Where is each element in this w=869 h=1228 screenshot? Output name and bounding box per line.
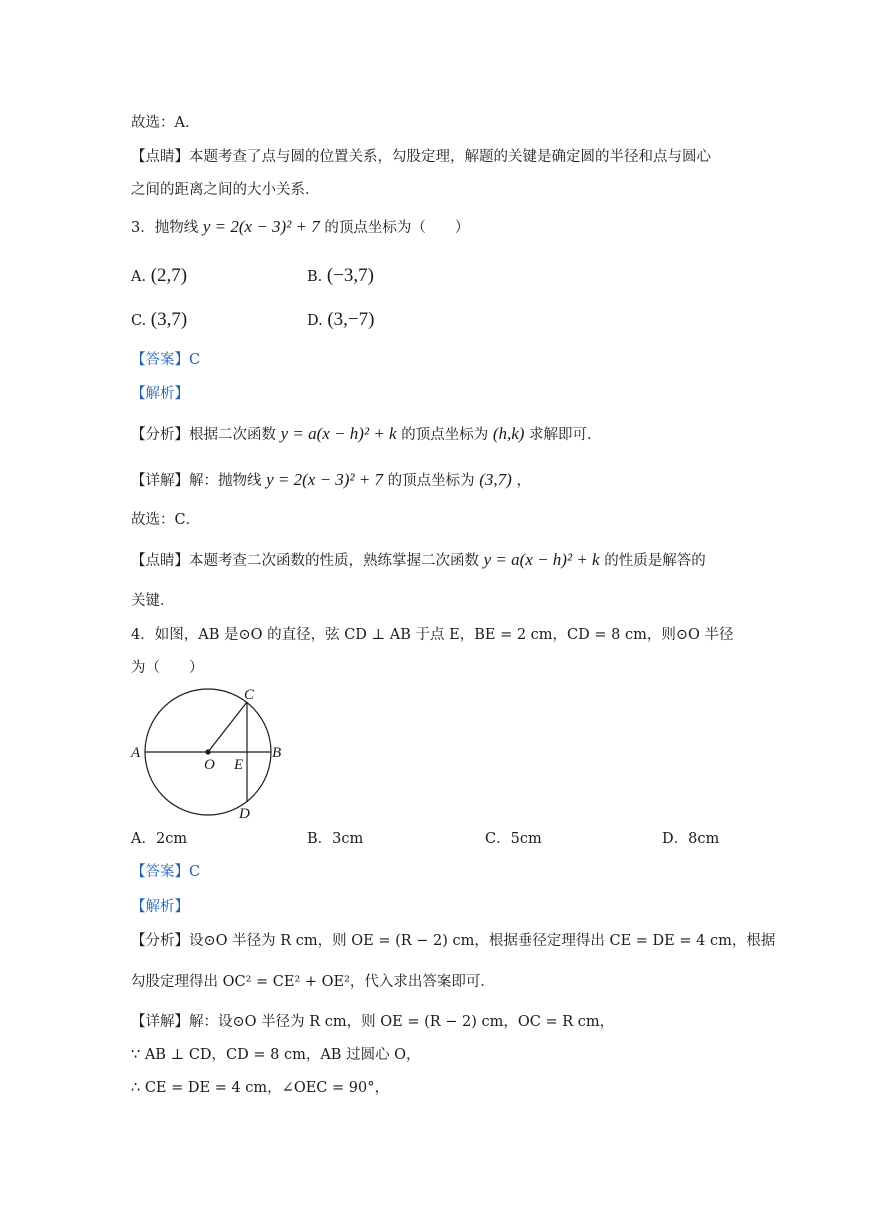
q3-option-a-label: A. (131, 269, 147, 285)
q4-fenxi-line-2: 勾股定理得出 OC² = CE² + OE²，代入求出答案即可． (131, 974, 495, 990)
q3-option-b-label: B. (307, 269, 323, 285)
q3-option-d-value: (3,−7) (327, 309, 375, 330)
q4-xiangjie-line-3: ∴ CE = DE = 4 cm，∠OEC = 90°， (131, 1080, 389, 1096)
q4-option-c: C．5cm (485, 831, 542, 847)
q4-jiexi: 【解析】 (131, 899, 189, 915)
q3-xiangjie-formula: y = 2(x − 3)² + 7 (266, 470, 384, 489)
q3-fenxi-formula: y = a(x − h)² + k (280, 424, 397, 443)
q3-jiexi: 【解析】 (131, 386, 189, 402)
line-dianjing-2: 之间的距离之间的大小关系． (131, 182, 320, 198)
label-b: B (272, 745, 282, 761)
q3-fenxi-suffix: 求解即可． (529, 427, 602, 443)
q3-formula: y = 2(x − 3)² + 7 (202, 217, 320, 236)
q3-fenxi-mid: 的顶点坐标为 (401, 427, 489, 443)
q3-suffix: 的顶点坐标为（ ） (324, 220, 470, 236)
circle-figure (128, 684, 288, 824)
q4-fenxi-line-1: 【分析】设⊙O 半径为 R cm，则 OE = (R − 2) cm，根据垂径定理得出 CE = DE = 4 cm，根据 (131, 933, 776, 949)
q3-xiangjie-suffix: ， (516, 473, 531, 489)
q3-option-b-value: (−3,7) (326, 265, 374, 286)
question-4-line-1: 4．如图，AB 是⊙O 的直径，弦 CD ⊥ AB 于点 E，BE = 2 cm，CD = 8 cm，则⊙O 半径 (131, 627, 734, 643)
q3-dianjing-suffix: 的性质是解答的 (604, 553, 706, 569)
label-c: C (244, 687, 255, 703)
radius-oc (208, 702, 247, 752)
q3-option-b (307, 265, 374, 288)
q4-xiangjie-line-2: ∵ AB ⊥ CD，CD = 8 cm，AB 过圆心 O， (131, 1047, 421, 1063)
q3-dianjing-line-2: 关键． (131, 593, 175, 609)
q3-fenxi-prefix: 【分析】根据二次函数 (131, 427, 276, 443)
line-guxuan-a: 故选：A． (131, 115, 200, 131)
question-3 (131, 217, 469, 238)
q3-option-c (131, 309, 187, 332)
line-dianjing-1: 【点睛】本题考查了点与圆的位置关系，勾股定理，解题的关键是确定圆的半径和点与圆心 (131, 149, 711, 165)
q4-answer: 【答案】C (131, 864, 201, 880)
q3-answer: 【答案】C (131, 352, 201, 368)
q4-xiangjie-line-1: 【详解】解：设⊙O 半径为 R cm，则 OE = (R − 2) cm，OC = R cm， (131, 1014, 615, 1030)
question-4-line-2: 为（ ） (131, 660, 204, 676)
q4-option-b: B．3cm (307, 831, 364, 847)
q3-guxuan: 故选：C． (131, 512, 201, 528)
label-o: O (204, 757, 215, 773)
q3-dianjing-formula: y = a(x − h)² + k (483, 550, 600, 569)
q3-prefix: 3．抛物线 (131, 220, 199, 236)
label-d: D (239, 806, 250, 822)
q3-xiangjie (131, 470, 531, 491)
q3-fenxi-point: (h,k) (492, 424, 525, 443)
label-a: A (131, 745, 141, 761)
label-e: E (234, 757, 244, 773)
q3-option-d-label: D. (307, 313, 323, 329)
q3-xiangjie-mid: 的顶点坐标为 (387, 473, 475, 489)
q3-option-a-value: (2,7) (150, 265, 188, 286)
q3-option-a (131, 265, 187, 288)
q4-option-a: A．2cm (131, 831, 188, 847)
q3-xiangjie-prefix: 【详解】解：抛物线 (131, 473, 262, 489)
q3-dianjing-prefix: 【点睛】本题考查二次函数的性质，熟练掌握二次函数 (131, 553, 479, 569)
q4-option-d: D．8cm (662, 831, 720, 847)
q3-option-c-label: C. (131, 313, 147, 329)
q3-fenxi (131, 424, 602, 445)
center-point (205, 749, 210, 754)
q3-xiangjie-point: (3,7) (479, 470, 512, 489)
q3-dianjing (131, 550, 706, 571)
q3-option-d (307, 309, 374, 332)
q3-option-c-value: (3,7) (150, 309, 188, 330)
